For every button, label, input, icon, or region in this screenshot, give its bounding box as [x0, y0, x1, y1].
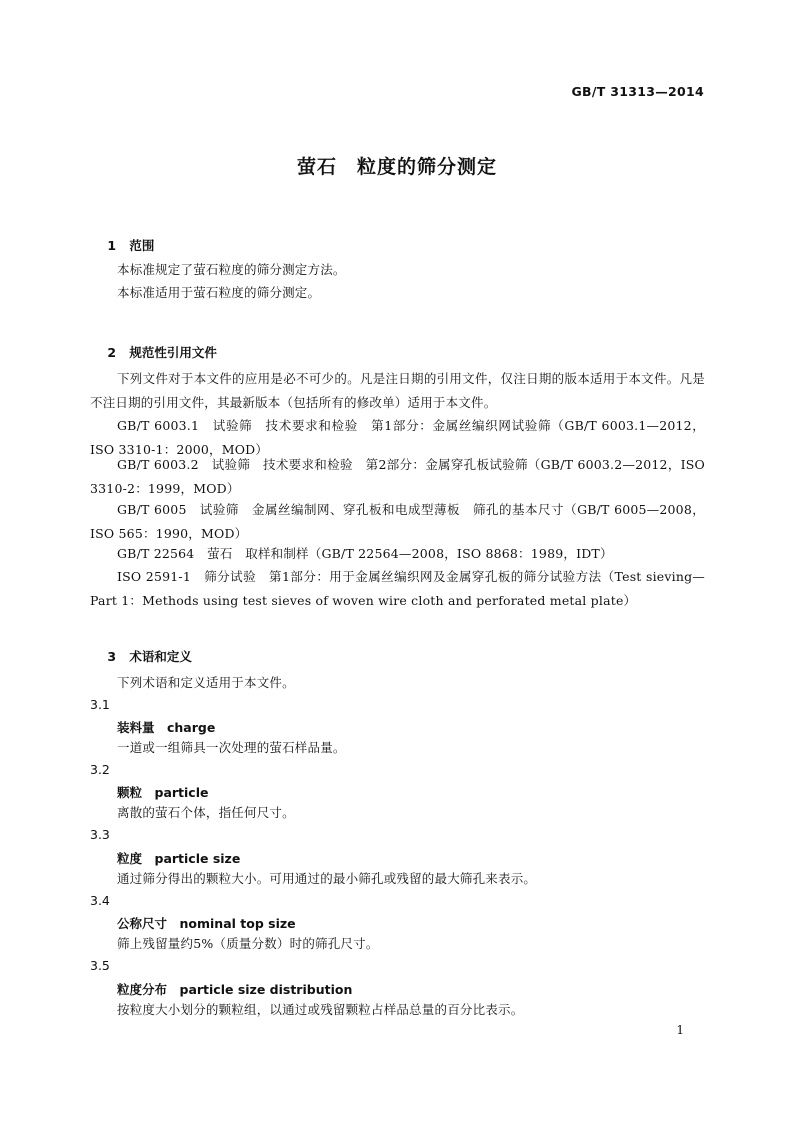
- reference-item: GB/T 6003.1 试验筛 技术要求和检验 第1部分：金属丝编织网试验筛（GB/T 6003.1—2012，ISO 3310-1：2000，MOD）: [90, 418, 705, 457]
- standard-code: GB/T 31313—2014: [571, 84, 704, 99]
- page-number: 1: [676, 1023, 684, 1037]
- section-title: 规范性引用文件: [129, 345, 217, 360]
- reference-item: GB/T 6003.2 试验筛 技术要求和检验 第2部分：金属穿孔板试验筛（GB/T 6003.2—2012，ISO 3310-2：1999，MOD）: [90, 457, 705, 496]
- section-number: 2: [107, 345, 117, 360]
- reference-item: GB/T 22564 萤石 取样和制样（GB/T 22564—2008，ISO 8868：1989，IDT）: [117, 546, 613, 561]
- section-title: 范围: [129, 238, 155, 253]
- term-name: 颗粒 particle: [117, 785, 209, 800]
- term-name: 装料量 charge: [117, 720, 216, 735]
- term-number: 3.2: [90, 762, 110, 777]
- term-name: 粒度分布 particle size distribution: [117, 982, 353, 997]
- term-definition: 通过筛分得出的颗粒大小。可用通过的最小筛孔或残留的最大筛孔来表示。: [117, 871, 537, 886]
- reference-item: ISO 2591-1 筛分试验 第1部分：用于金属丝编织网及金属穿孔板的筛分试验方法（Test sieving—Part 1：Methods using test sieves of woven wire cloth and perforated metal plate）: [90, 569, 705, 608]
- term-name: 公称尺寸 nominal top size: [117, 916, 296, 931]
- term-number: 3.1: [90, 697, 110, 712]
- term-number: 3.4: [90, 893, 110, 908]
- term-number: 3.5: [90, 958, 110, 973]
- document-title: 萤石 粒度的筛分测定: [296, 156, 497, 178]
- paragraph: 本标准规定了萤石粒度的筛分测定方法。: [117, 262, 346, 277]
- section-number: 3: [107, 649, 117, 664]
- paragraph: 本标准适用于萤石粒度的筛分测定。: [117, 285, 321, 300]
- term-definition: 一道或一组筛具一次处理的萤石样品量。: [117, 740, 346, 755]
- paragraph: 下列文件对于本文件的应用是必不可少的。凡是注日期的引用文件，仅注日期的版本适用于本文件。凡是不注日期的引用文件，其最新版本（包括所有的修改单）适用于本文件。: [90, 371, 705, 410]
- term-definition: 按粒度大小划分的颗粒组，以通过或残留颗粒占样品总量的百分比表示。: [117, 1002, 524, 1017]
- section-title: 术语和定义: [129, 649, 192, 664]
- section-number: 1: [107, 238, 117, 253]
- term-name: 粒度 particle size: [117, 851, 241, 866]
- term-number: 3.3: [90, 827, 110, 842]
- term-definition: 筛上残留量约5%（质量分数）时的筛孔尺寸。: [117, 936, 379, 951]
- paragraph: 下列术语和定义适用于本文件。: [117, 675, 295, 690]
- term-definition: 离散的萤石个体，指任何尺寸。: [117, 805, 295, 820]
- reference-item: GB/T 6005 试验筛 金属丝编制网、穿孔板和电成型薄板 筛孔的基本尺寸（GB/T 6005—2008，ISO 565：1990，MOD）: [90, 502, 705, 541]
